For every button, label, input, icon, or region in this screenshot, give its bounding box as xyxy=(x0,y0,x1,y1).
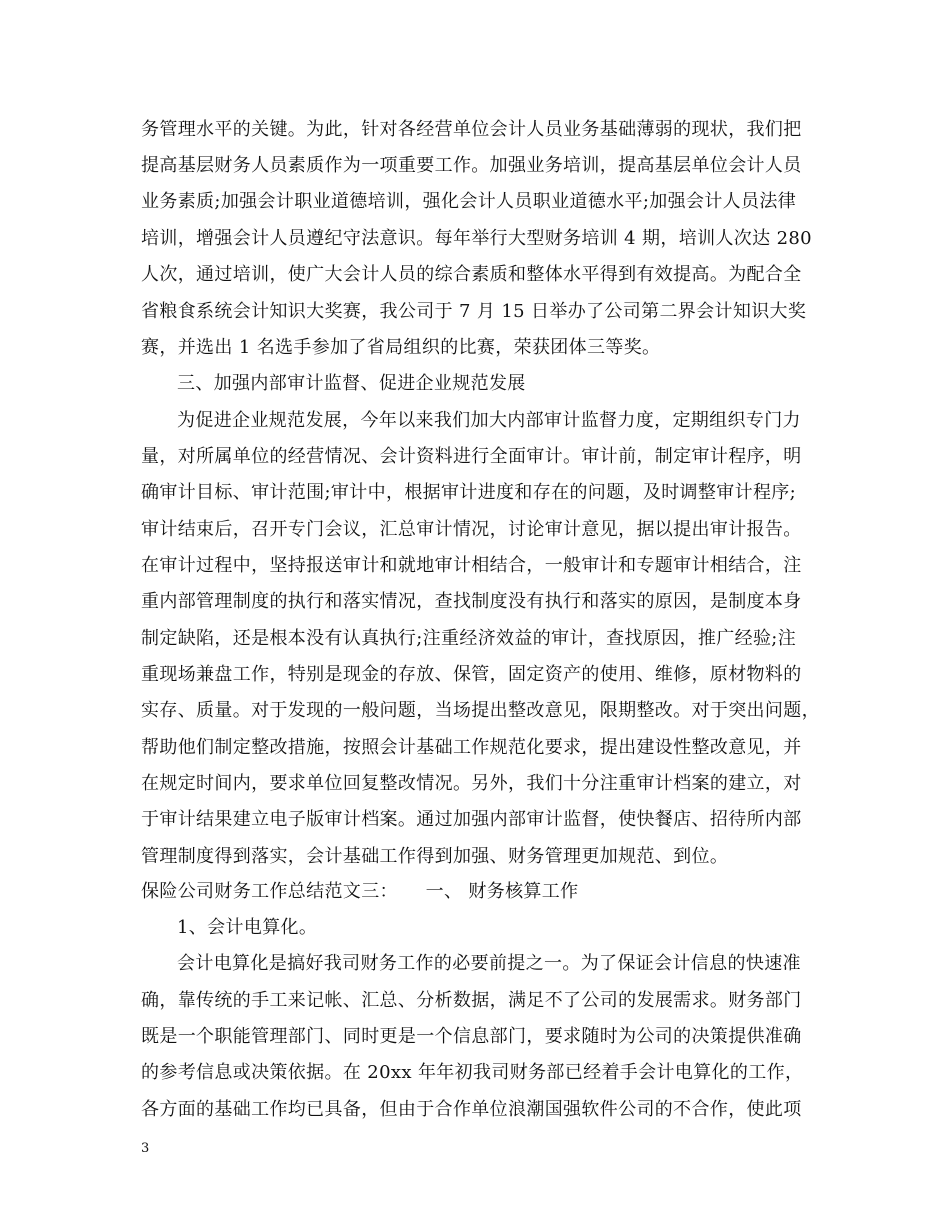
text-line: 确审计目标、审计范围;审计中，根据审计进度和存在的问题，及时调整审计程序; xyxy=(141,482,797,503)
text-line: 培训，增强会计人员遵纪守法意识。每年举行大型财务培训 4 期，培训人次达 280 xyxy=(141,228,812,249)
text-line: 会计电算化是搞好我司财务工作的必要前提之一。为了保证会计信息的快速准 xyxy=(177,953,801,974)
text-line: 人次，通过培训，使广大会计人员的综合素质和整体水平得到有效提高。为配合全 xyxy=(141,264,802,285)
text-line: 赛，并选出 1 名选手参加了省局组织的比赛，荣获团体三等奖。 xyxy=(141,337,661,358)
text-line: 在审计过程中，坚持报送审计和就地审计相结合，一般审计和专题审计相结合，注 xyxy=(141,555,802,576)
text-line: 为促进企业规范发展，今年以来我们加大内部审计监督力度，定期组织专门力 xyxy=(177,410,801,431)
section-title: 保险公司财务工作总结范文三： 一、 财务核算工作 xyxy=(141,881,579,902)
text-line: 审计结束后，召开专门会议，汇总审计情况，讨论审计意见，据以提出审计报告。 xyxy=(141,519,802,540)
text-line: 务管理水平的关键。为此，针对各经营单位会计人员业务基础薄弱的现状，我们把 xyxy=(141,119,802,140)
text-line: 既是一个职能管理部门、同时更是一个信息部门，要求随时为公司的决策提供准确 xyxy=(141,1026,802,1047)
text-line: 省粮食系统会计知识大奖赛，我公司于 7 月 15 日举办了公司第二界会计知识大奖 xyxy=(141,301,807,322)
text-line: 的参考信息或决策依据。在 20xx 年年初我司财务部已经着手会计电算化的工作， xyxy=(141,1062,804,1083)
text-line: 确，靠传统的手工来记帐、汇总、分析数据，满足不了公司的发展需求。财务部门 xyxy=(141,990,802,1011)
text-line: 重内部管理制度的执行和落实情况，查找制度没有执行和落实的原因，是制度本身 xyxy=(141,591,802,612)
text-line: 于审计结果建立电子版审计档案。通过加强内部审计监督，使快餐店、招待所内部 xyxy=(141,809,802,830)
text-line: 制定缺陷，还是根本没有认真执行;注重经济效益的审计，查找原因，推广经验;注 xyxy=(141,628,797,649)
text-line: 提高基层财务人员素质作为一项重要工作。加强业务培训，提高基层单位会计人员 xyxy=(141,155,802,176)
section-heading: 三、加强内部审计监督、促进企业规范发展 xyxy=(177,373,526,394)
text-line: 管理制度得到落实，会计基础工作得到加强、财务管理更加规范、到位。 xyxy=(141,846,729,867)
text-line: 各方面的基础工作均已具备，但由于合作单位浪潮国强软件公司的不合作，使此项 xyxy=(141,1099,802,1120)
subsection-heading: 1、会计电算化。 xyxy=(177,917,318,938)
text-line: 重现场兼盘工作，特别是现金的存放、保管，固定资产的使用、维修，原材物料的 xyxy=(141,664,802,685)
text-line: 实存、质量。对于发现的一般问题，当场提出整改意见，限期整改。对于突出问题， xyxy=(141,700,820,721)
page-number: 3 xyxy=(141,1141,150,1156)
text-line: 量，对所属单位的经营情况、会计资料进行全面审计。审计前，制定审计程序，明 xyxy=(141,446,802,467)
text-line: 业务素质;加强会计职业道德培训，强化会计人员职业道德水平;加强会计人员法律 xyxy=(141,191,797,212)
text-line: 帮助他们制定整改措施，按照会计基础工作规范化要求，提出建设性整改意见，并 xyxy=(141,737,802,758)
text-line: 在规定时间内，要求单位回复整改情况。另外，我们十分注重审计档案的建立，对 xyxy=(141,773,802,794)
